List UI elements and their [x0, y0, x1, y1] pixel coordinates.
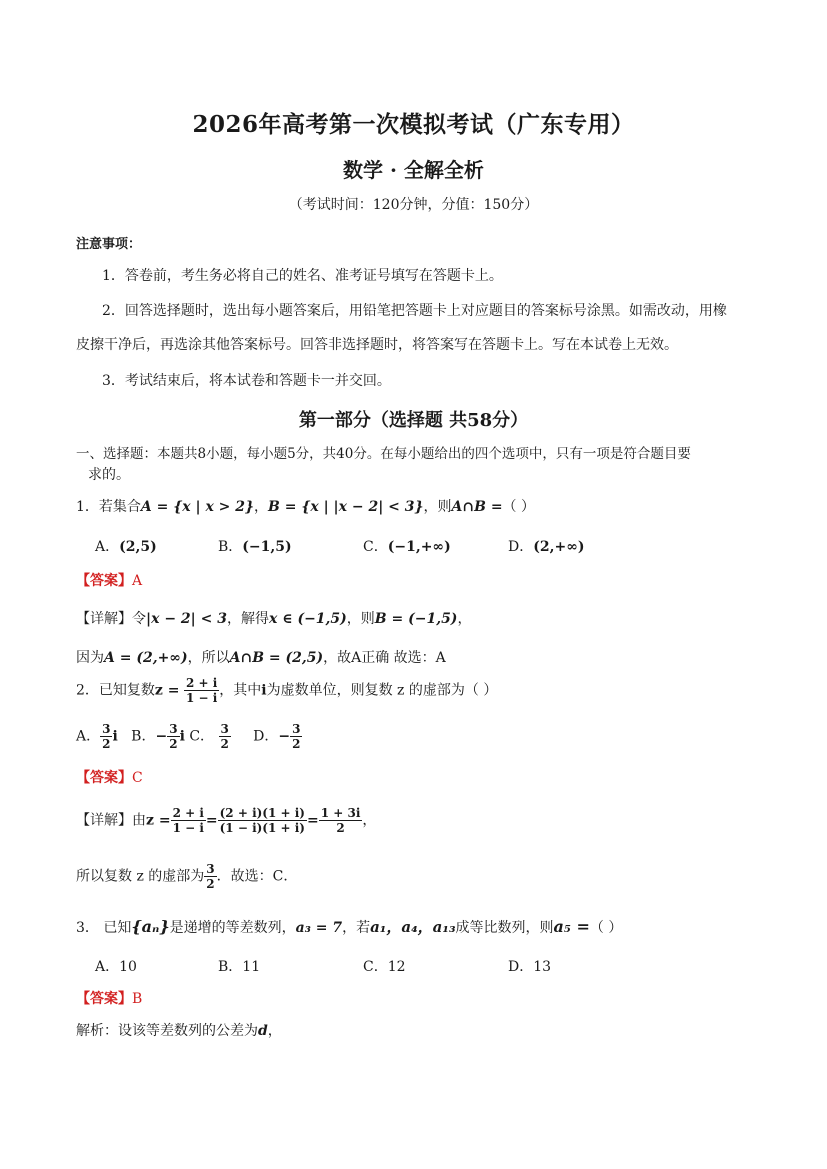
- option-label: B．: [218, 539, 243, 555]
- q1-ask-pre: ，则: [423, 499, 452, 515]
- fraction-denominator: 2: [169, 737, 178, 751]
- option-label: C．: [363, 539, 388, 555]
- option-label: C．: [363, 959, 388, 975]
- page-subtitle: 数学 · 全解全析: [343, 158, 484, 182]
- question-3-stem: [76, 916, 622, 937]
- detail-text: ，故A正确 故选：A: [323, 650, 446, 666]
- detail-text: ，所以: [187, 650, 230, 666]
- q2-detail-line-2: [76, 862, 297, 891]
- notice-item: 皮擦干净后，再选涂其他答案标号。回答非选择题时，将答案写在答题卡上。写在本试卷上无效。: [76, 337, 678, 353]
- q2-fraction: [184, 676, 219, 705]
- option-value: 11: [242, 959, 261, 975]
- detail-math: x ∈ (−1,5): [268, 611, 347, 627]
- detail-math: z =: [146, 812, 171, 829]
- answer-label: 【答案】: [76, 770, 132, 786]
- q3-option-c: [363, 956, 406, 976]
- q3-math: a₃ = 7: [295, 920, 343, 936]
- detail-fraction: [319, 806, 363, 835]
- option-fraction: [167, 722, 179, 751]
- fraction-denominator: 2: [292, 737, 301, 751]
- detail-text: ，解得: [226, 611, 269, 627]
- q2-answer: [76, 767, 143, 787]
- detail-text: ，: [457, 611, 472, 627]
- option-label: D．: [508, 539, 534, 555]
- fraction-numerator: 1 + 3i: [320, 806, 361, 820]
- q3-option-a: [95, 956, 137, 976]
- q3-sequence: {aₙ}: [131, 917, 170, 936]
- fraction-denominator: 1 − i: [185, 691, 218, 705]
- detail-fraction: [171, 806, 206, 835]
- q1-set-b: B = {x | |x − 2| < 3}: [268, 499, 424, 515]
- q1-option-c: [363, 536, 451, 556]
- analysis-math: d: [258, 1023, 268, 1039]
- q2-mid: ，其中: [219, 682, 262, 699]
- notice-item: 3．考试结束后，将本试卷和答题卡一并交回。: [102, 373, 391, 389]
- q2-i: i: [261, 682, 267, 699]
- option-value: 13: [533, 959, 552, 975]
- q3-text: 成等比数列，则: [455, 920, 554, 936]
- q2-post: 为虚数单位，则复数 z 的虚部为（ ）: [266, 682, 498, 699]
- q2-prefix: 2．已知复数: [76, 682, 155, 699]
- q1-ask-post: （ ）: [502, 499, 535, 515]
- q1-ask-expr: A∩B =: [451, 499, 503, 515]
- option-label: D．: [508, 959, 534, 975]
- q1-set-a: A = {x | x > 2}: [140, 499, 255, 515]
- option-suffix: i: [179, 728, 185, 745]
- q1-option-b: [218, 536, 292, 556]
- analysis-text: ，: [267, 1023, 282, 1039]
- detail-text: 由: [132, 812, 146, 829]
- answer-value: B: [132, 991, 143, 1007]
- q3-option-d: [508, 956, 551, 976]
- detail-math: |x − 2| < 3: [146, 611, 227, 627]
- q3-math: a₅ =: [553, 917, 590, 936]
- detail-math: =: [306, 812, 319, 829]
- answer-label: 【答案】: [76, 573, 132, 589]
- option-fraction: [100, 722, 112, 751]
- detail-text: ，: [362, 812, 377, 829]
- option-fraction: [219, 722, 231, 751]
- option-label: B．: [218, 959, 243, 975]
- q3-answer: [76, 988, 142, 1008]
- notice-item: 2．回答选择题时，选出每小题答案后，用铅笔把答题卡上对应题目的答案标号涂黑。如需改动，用橡: [102, 303, 727, 319]
- q1-option-a: [95, 536, 157, 556]
- option-value: 12: [387, 959, 406, 975]
- fraction-denominator: 2: [102, 737, 111, 751]
- fraction-denominator: (1 − i)(1 + i): [219, 821, 305, 835]
- option-sign: −: [278, 728, 291, 745]
- option-label: C．: [189, 728, 215, 745]
- q1-detail-line-2: [76, 647, 446, 667]
- q2-detail-line-1: [76, 806, 376, 835]
- notice-title: 注意事项：: [76, 237, 142, 252]
- fraction-numerator: 3: [292, 722, 301, 736]
- option-label: B．: [131, 728, 156, 745]
- q1-option-d: [508, 536, 585, 556]
- option-value: (2,5): [119, 539, 157, 555]
- section-title: 第一部分（选择题 共58分）: [298, 410, 529, 431]
- section-intro: 求的。: [88, 467, 130, 483]
- option-value: 10: [119, 959, 137, 975]
- q3-math: a₁，a₄，a₁₃: [370, 918, 456, 936]
- q3-text: （ ）: [589, 920, 623, 936]
- analysis-text: 解析：设该等差数列的公差为: [76, 1023, 258, 1039]
- fraction-denominator: 2: [206, 877, 215, 891]
- detail-math: =: [205, 812, 218, 829]
- fraction-denominator: 1 − i: [172, 821, 204, 835]
- fraction-denominator: 2: [336, 821, 345, 835]
- q1-answer: [76, 570, 142, 590]
- detail-math: A∩B = (2,5): [229, 650, 324, 666]
- fraction-numerator: 3: [220, 722, 229, 736]
- q3-text: ，若: [342, 920, 371, 936]
- option-label: A．: [95, 539, 120, 555]
- answer-label: 【答案】: [76, 991, 132, 1007]
- detail-math: B = (−1,5): [374, 611, 458, 627]
- detail-text: 所以复数 z 的虚部为: [76, 868, 205, 885]
- fraction-numerator: 3: [102, 722, 111, 736]
- detail-text: 因为: [76, 650, 104, 666]
- fraction-numerator: 3: [169, 722, 178, 736]
- fraction-numerator: 3: [206, 862, 215, 876]
- page-title: 2026年高考第一次模拟考试（广东专用）: [192, 111, 635, 138]
- q1-comma: ，: [254, 499, 269, 515]
- option-label: A．: [95, 959, 120, 975]
- detail-text: ，则: [346, 611, 375, 627]
- question-2-stem: [76, 676, 497, 705]
- notice-item: 1．答卷前，考生务必将自己的姓名、准考证号填写在答题卡上。: [102, 268, 503, 284]
- detail-label: 【详解】: [76, 812, 132, 829]
- option-value: (−1,5): [242, 539, 292, 555]
- detail-text: 令: [132, 611, 146, 627]
- section-intro: 一、选择题：本题共8小题，每小题5分，共40分。在每小题给出的四个选项中，只有一项是符合题目要: [76, 446, 691, 462]
- detail-fraction: [204, 862, 216, 891]
- option-fraction: [290, 722, 302, 751]
- option-label: A．: [76, 728, 101, 745]
- option-value: (−1,+∞): [387, 539, 451, 555]
- q3-prefix: 3． 已知: [76, 920, 132, 936]
- detail-fraction: [218, 806, 307, 835]
- answer-value: A: [132, 573, 143, 589]
- fraction-numerator: 2 + i: [185, 676, 218, 690]
- q2-options: [76, 722, 302, 751]
- q3-option-b: [218, 956, 260, 976]
- option-label: D．: [253, 728, 279, 745]
- detail-text: ．故选：C．: [216, 868, 298, 885]
- q1-detail-line-1: [76, 608, 471, 628]
- fraction-numerator: (2 + i)(1 + i): [219, 806, 305, 820]
- q3-text: 是递增的等差数列，: [169, 920, 296, 936]
- fraction-denominator: 2: [220, 737, 229, 751]
- option-value: (2,+∞): [533, 539, 585, 555]
- detail-label: 【详解】: [76, 611, 132, 627]
- question-1-stem: [76, 496, 535, 516]
- option-suffix: i: [112, 728, 118, 745]
- detail-math: A = (2,+∞): [104, 650, 188, 666]
- answer-value: C: [132, 770, 143, 786]
- exam-info: （考试时间：120分钟，分值：150分）: [288, 197, 539, 213]
- option-sign: −: [155, 728, 168, 745]
- q1-prefix: 1．若集合: [76, 499, 141, 515]
- fraction-numerator: 2 + i: [172, 806, 204, 820]
- q3-analysis: [76, 1020, 282, 1040]
- q2-z: z =: [154, 682, 180, 699]
